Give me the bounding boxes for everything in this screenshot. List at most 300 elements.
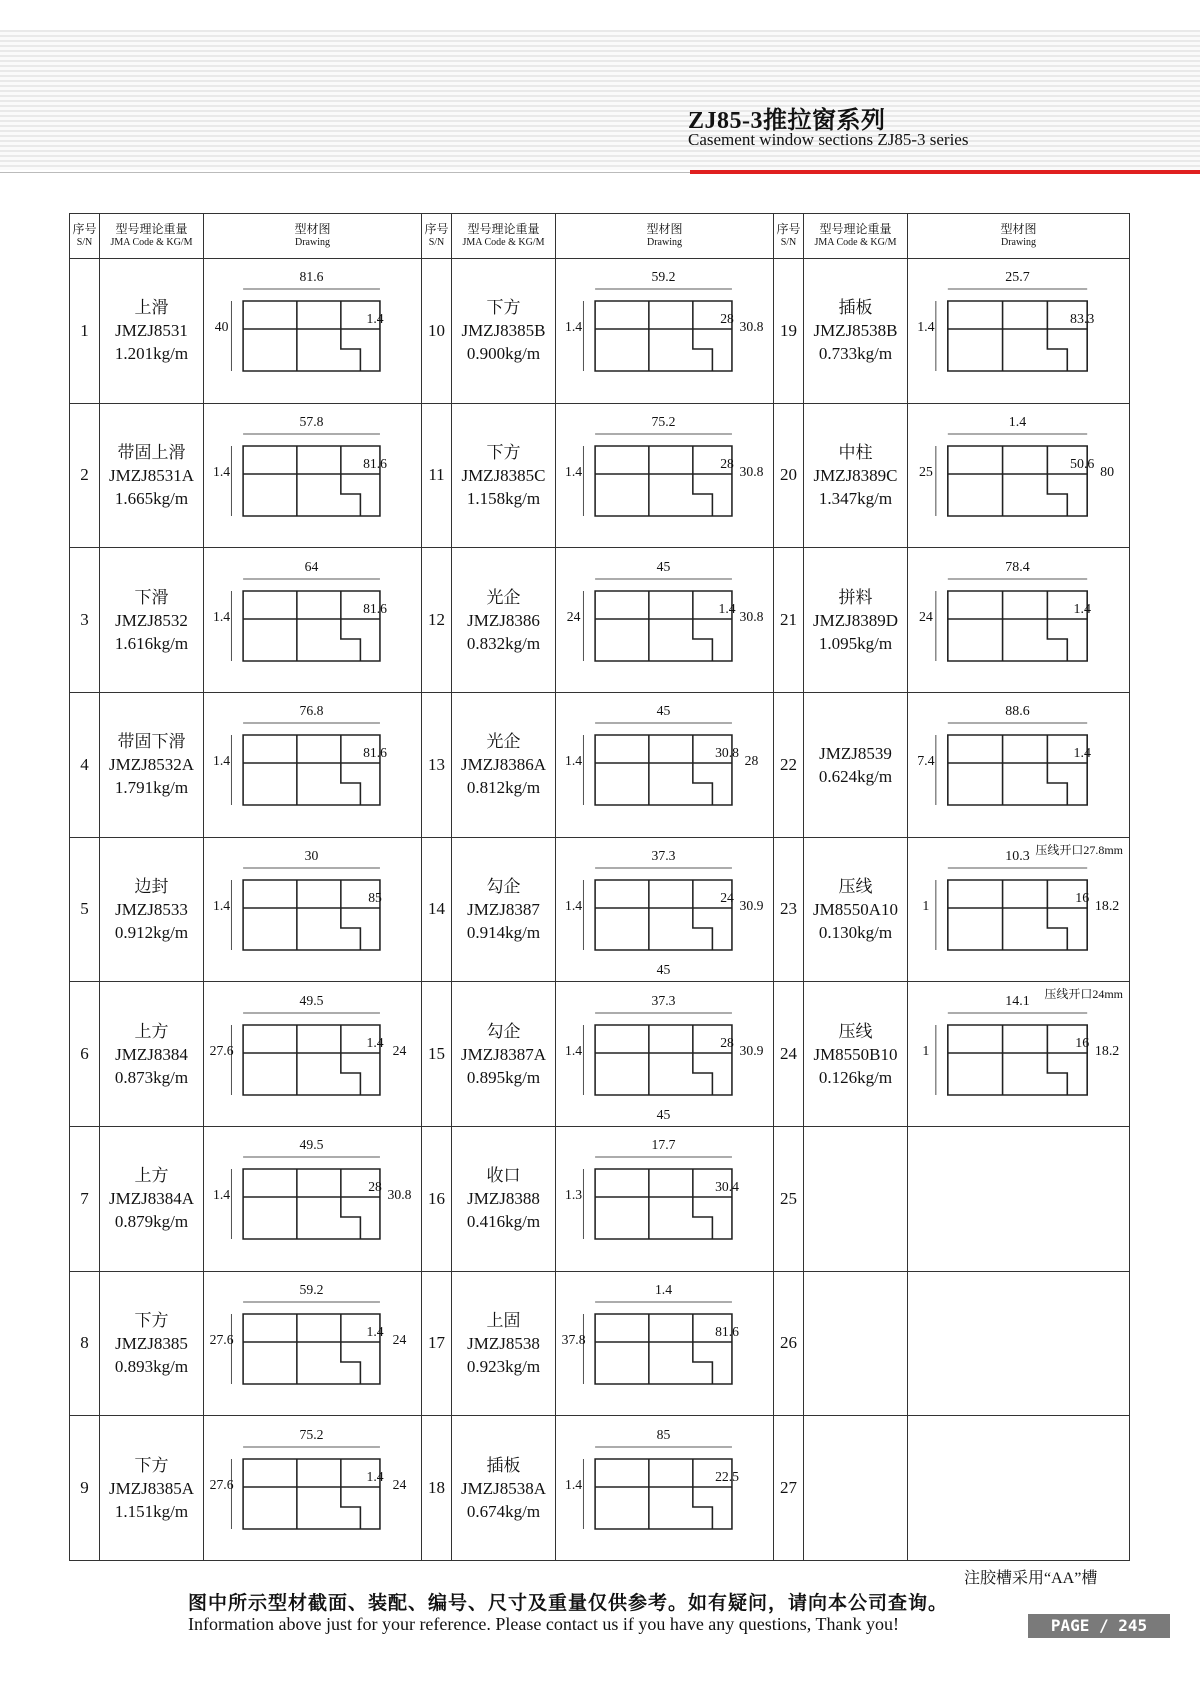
dimension-label: 75.2 xyxy=(299,1426,324,1442)
profile-info xyxy=(804,1416,908,1561)
profile-outline xyxy=(341,591,361,661)
dimension-label: 30.8 xyxy=(715,745,740,761)
section-drawing xyxy=(204,1127,421,1270)
page-subtitle: Casement window sections ZJ85-3 series xyxy=(688,130,969,149)
dimension-label: 59.2 xyxy=(299,1281,324,1297)
serial-number: 22 xyxy=(774,692,804,837)
profile-drawing xyxy=(556,259,774,404)
dimension-label: 16 xyxy=(1075,1035,1090,1051)
profile-outline xyxy=(341,1459,361,1529)
profile-name: 上方 xyxy=(134,1021,169,1041)
dimension-label: 17.7 xyxy=(651,1137,676,1153)
profile-weight: 1.616kg/m xyxy=(114,633,189,653)
serial-number: 18 xyxy=(422,1416,452,1561)
header-sn: 序号 S/N xyxy=(422,214,452,259)
profile-info xyxy=(100,1416,204,1561)
profile-outline xyxy=(243,1459,380,1529)
dimension-label: 45 xyxy=(656,558,671,574)
dimension-label: 85 xyxy=(368,889,382,905)
profile-info xyxy=(100,548,204,693)
profile-drawing xyxy=(556,1416,774,1561)
dimension-label: 1.4 xyxy=(213,608,231,624)
profile-outline xyxy=(948,735,1087,805)
dimension-label: 1.4 xyxy=(917,320,935,336)
dimension-label: 1.4 xyxy=(565,463,583,480)
dimension-label: 81.6 xyxy=(363,745,388,761)
dimension-label: 1.4 xyxy=(1073,601,1091,617)
serial-number: 7 xyxy=(70,1126,100,1271)
serial-number: 17 xyxy=(422,1271,452,1416)
profile-weight: 0.895kg/m xyxy=(466,1067,541,1087)
profile-outline xyxy=(341,1169,361,1239)
section-drawing xyxy=(204,1417,421,1560)
profile-weight: 0.733kg/m xyxy=(818,344,893,364)
dimension-label: 40 xyxy=(214,319,229,335)
dimension-label: 1.4 xyxy=(565,753,583,769)
profile-outline xyxy=(595,1025,732,1095)
dimension-label: 75.2 xyxy=(651,413,676,430)
disclaimer-cn: 图中所示型材截面、装配、编号、尺寸及重量仅供参考。如有疑问，请向本公司查询。 xyxy=(188,1592,949,1614)
dimension-label: 24 xyxy=(566,608,581,624)
section-drawing xyxy=(556,693,773,836)
section-drawing xyxy=(556,404,773,547)
profile-weight: 0.624kg/m xyxy=(818,766,893,786)
dimension-label: 10.3 xyxy=(1005,848,1030,864)
profile-name: 勾企 xyxy=(486,876,521,896)
serial-number: 12 xyxy=(422,548,452,693)
table-row xyxy=(70,1416,1130,1561)
profile-drawing xyxy=(908,982,1130,1127)
profile-code: JMZJ8531A xyxy=(108,465,194,485)
serial-number: 24 xyxy=(774,982,804,1127)
profile-code: JMZJ8385A xyxy=(108,1478,194,1498)
header-drawing: 型材图 Drawing xyxy=(908,214,1130,259)
dimension-label: 28 xyxy=(720,455,734,472)
profile-info xyxy=(100,1271,204,1416)
profile-weight: 1.158kg/m xyxy=(466,488,541,508)
profile-info xyxy=(804,259,908,404)
profile-drawing xyxy=(204,259,422,404)
profile-info xyxy=(452,548,556,693)
profile-name: 上方 xyxy=(134,1166,169,1186)
dimension-label: 57.8 xyxy=(299,413,324,430)
dimension-label: 27.6 xyxy=(209,1042,234,1058)
profile-name: 上固 xyxy=(486,1310,521,1330)
profile-name: 压线 xyxy=(838,876,873,896)
serial-number: 8 xyxy=(70,1271,100,1416)
profile-info xyxy=(452,837,556,982)
section-drawing xyxy=(908,838,1129,981)
profile-code: JMZJ8538 xyxy=(467,1333,540,1353)
profile-drawing xyxy=(204,548,422,693)
dimension-label: 1.4 xyxy=(565,897,583,913)
profile-outline xyxy=(341,301,361,371)
serial-number: 13 xyxy=(422,692,452,837)
profile-weight: 0.923kg/m xyxy=(466,1356,541,1376)
profile-info xyxy=(100,837,204,982)
section-drawing xyxy=(204,549,421,692)
section-drawing xyxy=(556,838,773,981)
serial-number: 9 xyxy=(70,1416,100,1561)
serial-number: 19 xyxy=(774,259,804,404)
dimension-label: 28 xyxy=(368,1179,382,1195)
profile-outline xyxy=(1047,446,1067,516)
section-drawing xyxy=(556,1417,773,1560)
profile-outline xyxy=(948,880,1090,950)
dimension-label: 30.4 xyxy=(715,1179,740,1195)
profile-drawing xyxy=(556,1126,774,1271)
dimension-label: 7.4 xyxy=(917,754,935,770)
section-drawing xyxy=(556,549,773,692)
serial-number: 26 xyxy=(774,1271,804,1416)
profile-outline xyxy=(1047,1025,1067,1095)
section-drawing xyxy=(204,404,421,547)
profile-weight: 0.912kg/m xyxy=(114,922,189,942)
profile-code: JMZJ8388 xyxy=(467,1189,540,1209)
profile-info xyxy=(804,837,908,982)
profile-info xyxy=(100,403,204,548)
profile-drawing xyxy=(556,837,774,982)
profile-outline xyxy=(1047,301,1067,371)
profile-outline xyxy=(341,446,361,516)
profile-outline xyxy=(243,1025,380,1095)
profile-outline xyxy=(341,1314,361,1384)
dimension-label: 30.8 xyxy=(739,608,764,624)
profile-info xyxy=(100,982,204,1127)
dimension-label: 24 xyxy=(392,1042,407,1058)
dimension-label: 50.6 xyxy=(1070,456,1095,472)
header-divider xyxy=(0,172,690,173)
profile-drawing xyxy=(908,1126,1130,1271)
profile-name: 插板 xyxy=(486,1455,521,1475)
profile-outline xyxy=(948,301,1087,371)
dimension-label: 1.4 xyxy=(718,600,736,616)
profile-code: JMZJ8538A xyxy=(460,1478,546,1498)
profile-outline xyxy=(341,880,361,950)
profile-info xyxy=(452,403,556,548)
profile-weight: 0.416kg/m xyxy=(466,1212,541,1232)
dimension-label: 30.8 xyxy=(739,319,764,335)
dimension-label: 1.4 xyxy=(565,319,583,335)
dimension-label: 1.4 xyxy=(1008,414,1027,430)
serial-number: 20 xyxy=(774,403,804,548)
dimension-label: 45 xyxy=(656,703,671,719)
profile-outline xyxy=(693,446,713,516)
dimension-label: 1.4 xyxy=(1073,746,1091,762)
profile-outline xyxy=(948,1025,1090,1095)
profile-outline xyxy=(341,1025,361,1095)
dimension-label: 49.5 xyxy=(299,992,324,1008)
dimension-label: 64 xyxy=(304,558,319,574)
profile-weight: 0.130kg/m xyxy=(818,922,893,942)
drawing-note: 压线开口24mm xyxy=(1044,987,1123,1002)
section-drawing xyxy=(908,549,1129,692)
profile-weight: 0.893kg/m xyxy=(114,1356,189,1376)
dimension-label: 24 xyxy=(392,1476,407,1492)
dimension-label: 59.2 xyxy=(651,269,676,285)
profile-outline xyxy=(243,735,380,805)
profile-outline xyxy=(693,880,713,950)
profile-code: JMZJ8386A xyxy=(460,755,546,775)
section-drawing xyxy=(556,1127,773,1270)
serial-number: 10 xyxy=(422,259,452,404)
dimension-label: 1.4 xyxy=(565,1042,583,1058)
serial-number: 25 xyxy=(774,1126,804,1271)
profile-outline xyxy=(1047,735,1067,805)
profile-weight: 0.873kg/m xyxy=(114,1067,189,1087)
dimension-label: 1.4 xyxy=(213,753,231,769)
profile-outline xyxy=(243,1314,380,1384)
profile-code: JMZJ8384A xyxy=(108,1189,194,1209)
section-drawing xyxy=(908,693,1129,836)
profile-outline xyxy=(693,301,713,371)
serial-number: 15 xyxy=(422,982,452,1127)
profile-name: 光企 xyxy=(486,732,521,752)
profile-weight: 0.812kg/m xyxy=(466,778,541,798)
profile-info xyxy=(804,692,908,837)
profile-info xyxy=(452,692,556,837)
dimension-label: 85 xyxy=(656,1426,671,1442)
page-title: ZJ85-3推拉窗系列 xyxy=(688,108,886,134)
profile-name: 收口 xyxy=(486,1166,521,1186)
profile-outline xyxy=(243,301,380,371)
serial-number: 2 xyxy=(70,403,100,548)
sealant-groove-note: 注胶槽采用“AA”槽 xyxy=(964,1570,1098,1587)
profile-outline xyxy=(243,446,380,516)
profile-info xyxy=(100,692,204,837)
profile-info xyxy=(804,1126,908,1271)
profile-info xyxy=(452,1416,556,1561)
dimension-label: 1.4 xyxy=(366,1034,384,1050)
profile-name: 压线 xyxy=(838,1021,873,1041)
dimension-label: 37.3 xyxy=(651,992,676,1008)
dimension-label: 76.8 xyxy=(299,703,324,719)
dimension-label: 28 xyxy=(720,1034,734,1050)
profile-weight: 1.791kg/m xyxy=(114,778,189,798)
profile-outline xyxy=(1047,880,1067,950)
serial-number: 6 xyxy=(70,982,100,1127)
dimension-label: 1.4 xyxy=(366,1468,384,1484)
dimension-label: 30.9 xyxy=(739,897,764,913)
dimension-label: 22.5 xyxy=(715,1468,740,1484)
profile-name: 插板 xyxy=(838,298,873,318)
dimension-label: 83.3 xyxy=(1070,312,1095,328)
dimension-label: 27.6 xyxy=(209,1331,234,1347)
dimension-label: 45 xyxy=(656,1106,671,1122)
profile-weight: 1.201kg/m xyxy=(114,344,189,364)
dimension-label: 24 xyxy=(392,1331,407,1347)
profile-drawing xyxy=(204,403,422,548)
dimension-label: 1 xyxy=(922,1043,930,1059)
profile-name: 下方 xyxy=(486,442,521,462)
dimension-label: 37.8 xyxy=(561,1331,586,1347)
table-row xyxy=(70,403,1130,548)
profile-outline xyxy=(948,591,1087,661)
dimension-label: 25 xyxy=(918,464,933,480)
table-header-row xyxy=(70,214,1130,259)
profile-info xyxy=(100,259,204,404)
section-drawing xyxy=(204,1272,421,1415)
dimension-label: 1.4 xyxy=(213,463,231,480)
profile-info xyxy=(452,1271,556,1416)
section-drawing xyxy=(556,259,773,402)
profile-code: JMZJ8385 xyxy=(115,1333,188,1353)
section-drawing xyxy=(204,838,421,981)
dimension-label: 1.4 xyxy=(654,1281,673,1297)
dimension-label: 1.4 xyxy=(213,897,231,913)
profile-weight: 0.674kg/m xyxy=(466,1501,541,1521)
profile-weight: 0.879kg/m xyxy=(114,1212,189,1232)
section-drawing xyxy=(204,693,421,836)
table-row xyxy=(70,982,1130,1127)
dimension-label: 1 xyxy=(922,898,930,914)
profile-name: 中柱 xyxy=(838,442,873,462)
section-drawing xyxy=(556,983,773,1126)
serial-number: 14 xyxy=(422,837,452,982)
dimension-label: 24 xyxy=(918,609,933,625)
dimension-label: 18.2 xyxy=(1094,898,1120,914)
dimension-label: 30.8 xyxy=(739,463,764,480)
profile-weight: 0.126kg/m xyxy=(818,1067,893,1087)
profile-outline xyxy=(693,1314,713,1384)
profile-name: 下滑 xyxy=(134,587,169,607)
profile-code: JMZJ8532A xyxy=(108,755,194,775)
profile-drawing xyxy=(556,1271,774,1416)
profile-drawing xyxy=(908,1271,1130,1416)
serial-number: 5 xyxy=(70,837,100,982)
profile-outline xyxy=(595,1169,732,1239)
section-drawing xyxy=(556,1272,773,1415)
profile-weight: 0.832kg/m xyxy=(466,633,541,653)
profile-name: 光企 xyxy=(486,587,521,607)
dimension-label: 18.2 xyxy=(1094,1043,1120,1059)
profile-weight: 1.665kg/m xyxy=(114,488,189,508)
serial-number: 23 xyxy=(774,837,804,982)
dimension-label: 25.7 xyxy=(1005,270,1030,286)
dimension-label: 30.9 xyxy=(739,1042,764,1058)
profile-code: JMZJ8385B xyxy=(461,321,546,341)
dimension-label: 1.4 xyxy=(565,1476,583,1492)
profile-table xyxy=(69,213,1130,1561)
dimension-label: 78.4 xyxy=(1005,559,1030,575)
header-code: 型号理论重量 JMA Code & KG/M xyxy=(452,214,556,259)
profile-name: 下方 xyxy=(486,298,521,318)
dimension-label: 81.6 xyxy=(715,1323,740,1339)
profile-outline xyxy=(1047,591,1067,661)
profile-name: 拼料 xyxy=(838,587,873,607)
profile-drawing xyxy=(204,1271,422,1416)
profile-outline xyxy=(595,735,732,805)
profile-drawing xyxy=(908,837,1130,982)
header-code: 型号理论重量 JMA Code & KG/M xyxy=(804,214,908,259)
dimension-label: 28 xyxy=(744,753,759,769)
dimension-label: 14.1 xyxy=(1005,993,1030,1009)
dimension-label: 1.4 xyxy=(213,1187,231,1203)
profile-name: 边封 xyxy=(134,876,169,896)
dimension-label: 37.3 xyxy=(651,847,676,863)
profile-info xyxy=(452,259,556,404)
serial-number: 11 xyxy=(422,403,452,548)
drawing-note: 压线开口27.8mm xyxy=(1035,842,1123,857)
dimension-label: 30 xyxy=(304,847,319,863)
profile-code: JM8550B10 xyxy=(813,1044,898,1064)
header-accent-line xyxy=(690,170,1200,174)
serial-number: 1 xyxy=(70,259,100,404)
profile-code: JMZJ8387A xyxy=(460,1044,546,1064)
header-sn: 序号 S/N xyxy=(774,214,804,259)
profile-drawing xyxy=(908,403,1130,548)
header-drawing: 型材图 Drawing xyxy=(556,214,774,259)
profile-info xyxy=(452,982,556,1127)
profile-info xyxy=(804,403,908,548)
profile-code: JMZJ8387 xyxy=(467,899,540,919)
table-row xyxy=(70,1126,1130,1271)
profile-drawing xyxy=(204,692,422,837)
profile-code: JMZJ8532 xyxy=(115,610,188,630)
profile-drawing xyxy=(204,1126,422,1271)
disclaimer-en: Information above just for your reference. Please contact us if you have any questions, Thank you! xyxy=(188,1614,899,1634)
serial-number: 21 xyxy=(774,548,804,693)
dimension-label: 28 xyxy=(720,311,734,327)
profile-outline xyxy=(595,446,732,516)
serial-number: 27 xyxy=(774,1416,804,1561)
dimension-label: 1.4 xyxy=(366,1323,384,1339)
dimension-label: 30.8 xyxy=(387,1187,412,1203)
section-drawing xyxy=(908,983,1129,1126)
profile-drawing xyxy=(556,692,774,837)
header-sn: 序号 S/N xyxy=(70,214,100,259)
table-row xyxy=(70,548,1130,693)
profile-code: JM8550A10 xyxy=(812,899,898,919)
profile-name: 下方 xyxy=(134,1455,169,1475)
profile-name: 勾企 xyxy=(486,1021,521,1041)
dimension-label: 88.6 xyxy=(1005,704,1030,720)
profile-outline xyxy=(595,591,732,661)
profile-weight: 1.151kg/m xyxy=(114,1501,189,1521)
profile-drawing xyxy=(556,982,774,1127)
profile-code: JMZJ8389D xyxy=(812,610,898,630)
dimension-label: 16 xyxy=(1075,890,1090,906)
profile-drawing xyxy=(204,837,422,982)
profile-outline xyxy=(595,880,732,950)
profile-info xyxy=(804,982,908,1127)
header-drawing: 型材图 Drawing xyxy=(204,214,422,259)
profile-drawing xyxy=(204,1416,422,1561)
profile-code: JMZJ8389C xyxy=(813,465,898,485)
profile-outline xyxy=(341,735,361,805)
section-drawing xyxy=(204,983,421,1126)
profile-drawing xyxy=(908,548,1130,693)
section-drawing xyxy=(908,259,1129,402)
dimension-label: 45 xyxy=(656,961,671,977)
profile-name: 带固上滑 xyxy=(117,442,186,462)
profile-code: JMZJ8531 xyxy=(115,321,188,341)
profile-drawing xyxy=(556,403,774,548)
profile-info xyxy=(452,1126,556,1271)
profile-outline xyxy=(243,880,380,950)
profile-name: 下方 xyxy=(134,1310,169,1330)
dimension-label: 24 xyxy=(720,889,734,905)
profile-outline xyxy=(693,1169,713,1239)
table-row xyxy=(70,837,1130,982)
profile-name: 上滑 xyxy=(134,298,169,318)
table-row xyxy=(70,259,1130,404)
profile-outline xyxy=(595,1459,732,1529)
profile-outline xyxy=(948,446,1087,516)
dimension-label: 27.6 xyxy=(209,1476,234,1492)
serial-number: 3 xyxy=(70,548,100,693)
profile-code: JMZJ8539 xyxy=(819,743,892,763)
